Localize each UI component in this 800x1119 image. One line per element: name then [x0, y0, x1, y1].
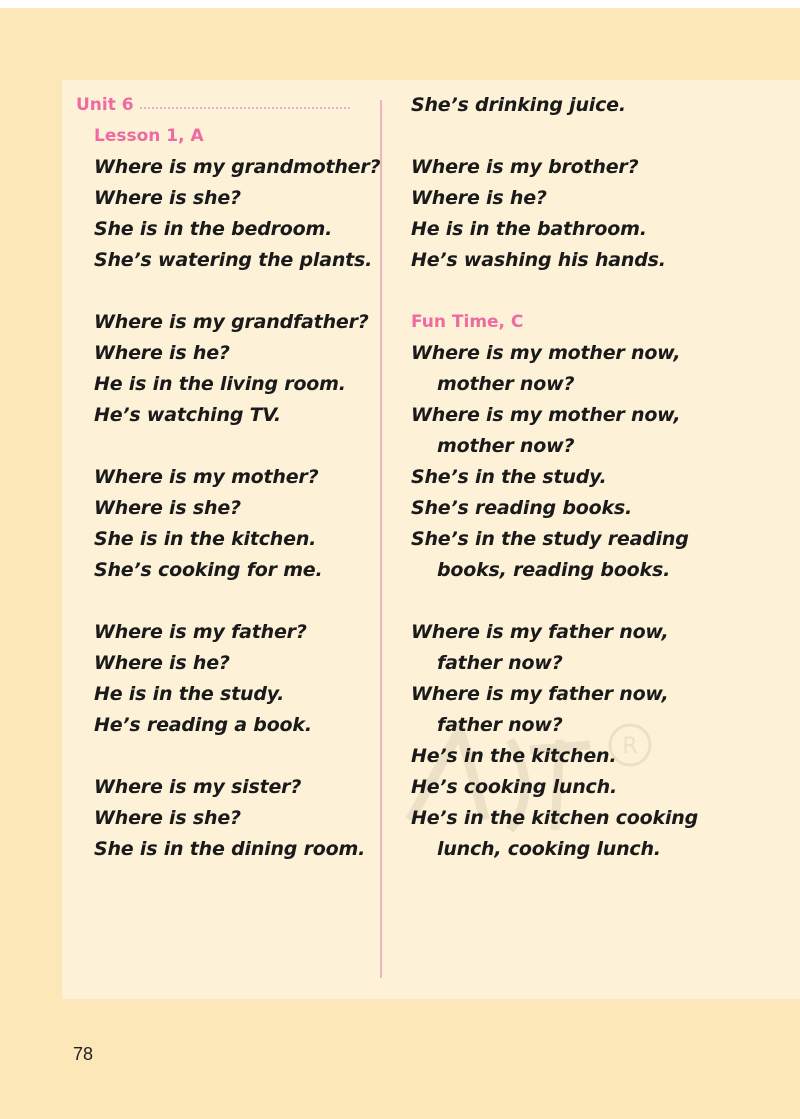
verse-line: Where is she? — [94, 807, 241, 829]
verse-line: Where is she? — [94, 187, 241, 209]
stanza-gap — [76, 276, 376, 307]
verse-line: Where is my grandfather? — [94, 311, 369, 333]
verse-line: She is in the bedroom. — [94, 218, 333, 240]
stanza-gap — [411, 121, 791, 152]
verse-line: Where is he? — [94, 652, 230, 674]
stanza-gap — [76, 431, 376, 462]
song-line: She’s in the study reading — [411, 528, 689, 550]
fun-time-heading: Fun Time, C — [411, 312, 524, 332]
stanza-gap — [76, 586, 376, 617]
verse-line: She’s watering the plants. — [94, 249, 373, 271]
verse-line: He’s reading a book. — [94, 714, 312, 736]
song-line: mother now? — [437, 435, 575, 457]
unit-title: Unit 6 — [76, 95, 134, 115]
song-line: Where is my father now, — [411, 621, 669, 643]
verse-line: Where is he? — [94, 342, 230, 364]
verse-line: She’s drinking juice. — [411, 94, 626, 116]
stanza-gap — [76, 741, 376, 772]
right-column — [411, 90, 791, 865]
lesson-heading: Lesson 1, A — [94, 126, 204, 146]
left-column — [76, 90, 381, 865]
song-line: He’s cooking lunch. — [411, 776, 617, 798]
verse-line: Where is he? — [411, 187, 547, 209]
stanza-gap — [411, 586, 791, 617]
song-line: She’s in the study. — [411, 466, 607, 488]
song-line: He’s in the kitchen cooking — [411, 807, 698, 829]
song-line: Where is my father now, — [411, 683, 669, 705]
song-line: Where is my mother now, — [411, 342, 681, 364]
verse-line: He is in the study. — [94, 683, 285, 705]
verse-line: He is in the living room. — [94, 373, 346, 395]
verse-line: Where is my sister? — [94, 776, 302, 798]
verse-line: She’s cooking for me. — [94, 559, 323, 581]
column-divider — [380, 100, 382, 978]
song-line: mother now? — [437, 373, 575, 395]
verse-line: Where is my brother? — [411, 156, 639, 178]
verse-line: Where is my father? — [94, 621, 307, 643]
verse-line: Where is my grandmother? — [94, 156, 381, 178]
verse-line: He’s washing his hands. — [411, 249, 666, 271]
song-line: He’s in the kitchen. — [411, 745, 617, 767]
verse-line: Where is she? — [94, 497, 241, 519]
top-margin — [0, 0, 800, 8]
song-line: lunch, cooking lunch. — [437, 838, 661, 860]
song-line: books, reading books. — [437, 559, 671, 581]
song-line: father now? — [437, 652, 563, 674]
stanza-gap — [411, 276, 791, 307]
song-line: father now? — [437, 714, 563, 736]
song-line: Where is my mother now, — [411, 404, 681, 426]
verse-line: He is in the bathroom. — [411, 218, 647, 240]
song-line: She’s reading books. — [411, 497, 633, 519]
unit-heading — [76, 90, 376, 121]
verse-line: She is in the dining room. — [94, 838, 366, 860]
verse-line: She is in the kitchen. — [94, 528, 317, 550]
verse-line: Where is my mother? — [94, 466, 319, 488]
verse-line: He’s watching TV. — [94, 404, 281, 426]
unit-dotted-rule — [140, 107, 350, 109]
page-number: 78 — [73, 1044, 94, 1064]
